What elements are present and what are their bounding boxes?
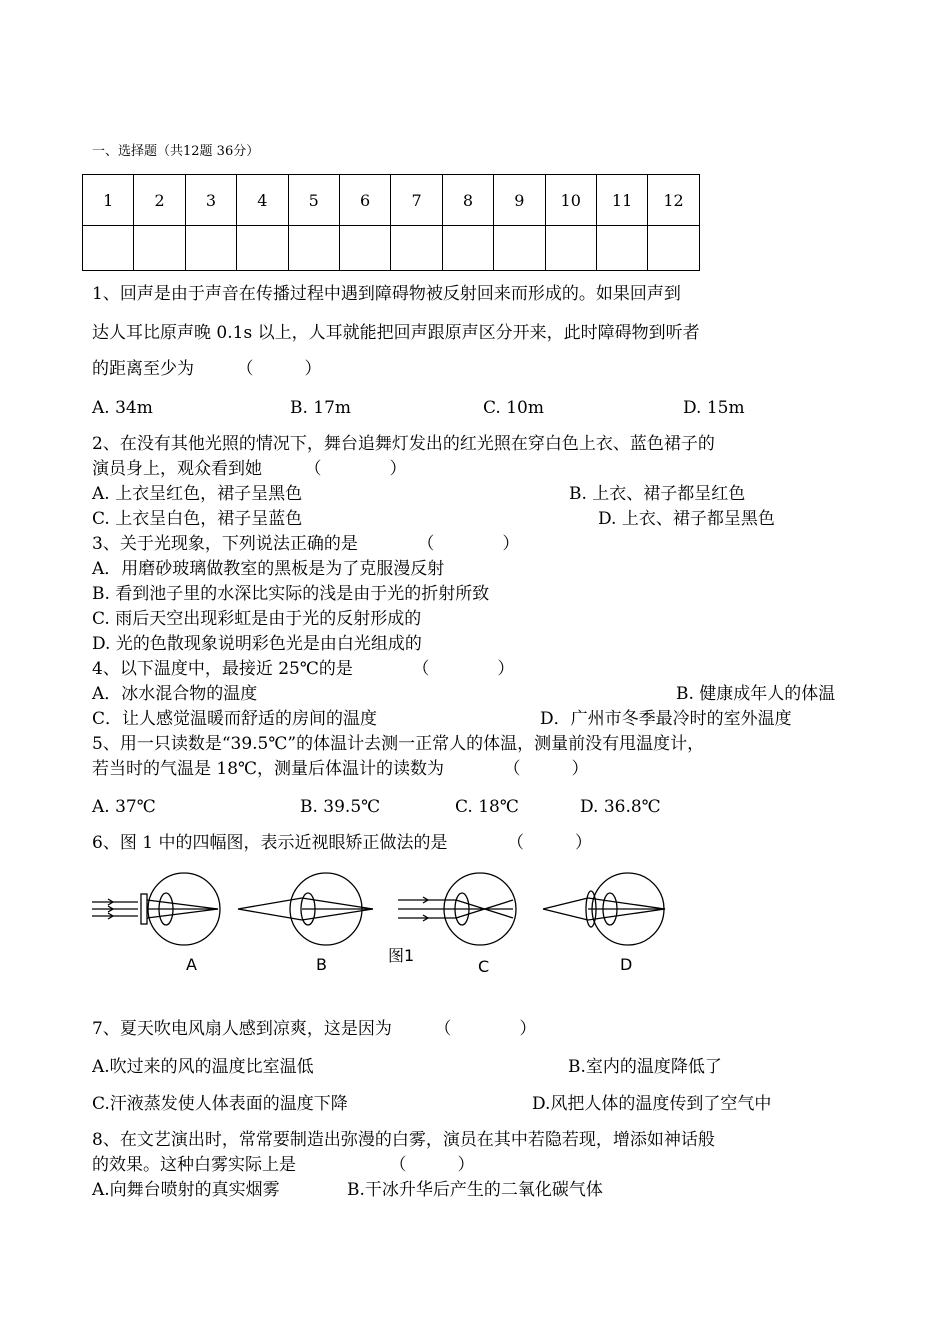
- grid-number: 9: [494, 175, 545, 226]
- label-b: B: [316, 955, 327, 974]
- q1-line: 1、回声是由于声音在传播过程中遇到障碍物被反射回来而形成的。如果回声到: [92, 284, 681, 304]
- answer-cell[interactable]: [237, 226, 288, 271]
- figure-caption: 图1: [388, 946, 415, 965]
- grid-number: 7: [391, 175, 442, 226]
- answer-cell[interactable]: [545, 226, 596, 271]
- answer-cell[interactable]: [494, 226, 545, 271]
- q7-option-c: C.汗液蒸发使人体表面的温度下降: [92, 1094, 348, 1114]
- grid-number: 11: [596, 175, 647, 226]
- q6-line: 6、图 1 中的四幅图，表示近视眼矫正做法的是 （ ）: [92, 833, 592, 853]
- q3-option-b: B. 看到池子里的水深比实际的浅是由于光的折射所致: [92, 584, 490, 604]
- label-d: D: [620, 955, 633, 974]
- q1-option-b: B. 17m: [290, 398, 352, 418]
- grid-number: 5: [288, 175, 339, 226]
- label-c: C: [478, 957, 490, 976]
- answer-cell[interactable]: [391, 226, 442, 271]
- q1-line: 的距离至少为 （ ）: [92, 359, 322, 379]
- answer-cell[interactable]: [288, 226, 339, 271]
- q2-option-d: D. 上衣、裙子都呈黑色: [598, 509, 775, 529]
- answer-cell[interactable]: [185, 226, 236, 271]
- q4-option-c: C．让人感觉温暖而舒适的房间的温度: [92, 709, 378, 729]
- q1-line: 达人耳比原声晚 0.1s 以上，人耳就能把回声跟原声区分开来，此时障碍物到听者: [92, 323, 700, 343]
- q4-option-d: D．广州市冬季最冷时的室外温度: [540, 709, 792, 729]
- answer-grid: [82, 174, 700, 271]
- grid-number: 4: [237, 175, 288, 226]
- q1-option-c: C. 10m: [483, 398, 544, 418]
- q2-option-b: B. 上衣、裙子都呈红色: [569, 484, 746, 504]
- q8-option-b: B.干冰升华后产生的二氧化碳气体: [347, 1180, 603, 1200]
- q2-line: 演员身上，观众看到她 （ ）: [92, 459, 407, 479]
- q4-option-b: B. 健康成年人的体温: [676, 684, 836, 704]
- q8-option-a: A.向舞台喷射的真实烟雾: [92, 1180, 280, 1200]
- q2-option-c: C. 上衣呈白色，裙子呈蓝色: [92, 509, 303, 529]
- panel-d-diagram: [543, 873, 665, 945]
- answer-cell[interactable]: [648, 226, 699, 271]
- q5-line: 5、用一只读数是“39.5℃”的体温计去测一正常人的体温，测量前没有甩温度计，: [92, 734, 705, 754]
- q7-line: 7、夏天吹电风扇人感到凉爽，这是因为 （ ）: [92, 1019, 537, 1039]
- answer-cell[interactable]: [442, 226, 493, 271]
- grid-number: 8: [442, 175, 493, 226]
- panel-b-diagram: [238, 873, 373, 945]
- panel-a-diagram: [92, 873, 220, 945]
- q4-option-a: A．冰水混合物的温度: [92, 684, 258, 704]
- q7-option-b: B.室内的温度降低了: [568, 1057, 722, 1077]
- q1-option-a: A. 34m: [92, 398, 153, 418]
- q8-line: 的效果。这种白雾实际上是 （ ）: [92, 1155, 475, 1175]
- grid-number: 3: [185, 175, 236, 226]
- q7-option-d: D.风把人体的温度传到了空气中: [532, 1094, 772, 1114]
- q7-option-a: A.吹过来的风的温度比室温低: [92, 1057, 314, 1077]
- q3-option-a: A．用磨砂玻璃做教室的黑板是为了克服漫反射: [92, 559, 445, 579]
- grid-number: 6: [339, 175, 390, 226]
- eye-correction-figure: [88, 872, 668, 977]
- q5-option-d: D. 36.8℃: [580, 797, 661, 817]
- panel-c-diagram: [398, 873, 516, 945]
- q1-option-d: D. 15m: [683, 398, 745, 418]
- answer-cell[interactable]: [596, 226, 647, 271]
- q5-option-b: B. 39.5℃: [300, 797, 381, 817]
- q5-line: 若当时的气温是 18℃，测量后体温计的读数为 （ ）: [92, 759, 589, 779]
- q2-line: 2、在没有其他光照的情况下，舞台追舞灯发出的红光照在穿白色上衣、蓝色裙子的: [92, 434, 715, 454]
- q5-option-a: A. 37℃: [92, 797, 156, 817]
- q4-line: 4、以下温度中，最接近 25℃的是 （ ）: [92, 659, 515, 679]
- q3-line: 3、关于光现象，下列说法正确的是 （ ）: [92, 534, 520, 554]
- label-a: A: [186, 955, 197, 974]
- grid-number: 12: [648, 175, 699, 226]
- q8-line: 8、在文艺演出时，常常要制造出弥漫的白雾，演员在其中若隐若现，增添如神话般: [92, 1130, 715, 1150]
- grid-number: 2: [134, 175, 185, 226]
- answer-cell[interactable]: [134, 226, 185, 271]
- grid-number: 10: [545, 175, 596, 226]
- answer-cell[interactable]: [339, 226, 390, 271]
- q5-option-c: C. 18℃: [455, 797, 519, 817]
- answer-cell[interactable]: [83, 226, 134, 271]
- q3-option-d: D. 光的色散现象说明彩色光是由白光组成的: [92, 634, 422, 654]
- q3-option-c: C. 雨后天空出现彩虹是由于光的反射形成的: [92, 609, 422, 629]
- section-title: 一、选择题（共12题 36分）: [92, 144, 260, 159]
- grid-number: 1: [83, 175, 134, 226]
- q2-option-a: A. 上衣呈红色，裙子呈黑色: [92, 484, 303, 504]
